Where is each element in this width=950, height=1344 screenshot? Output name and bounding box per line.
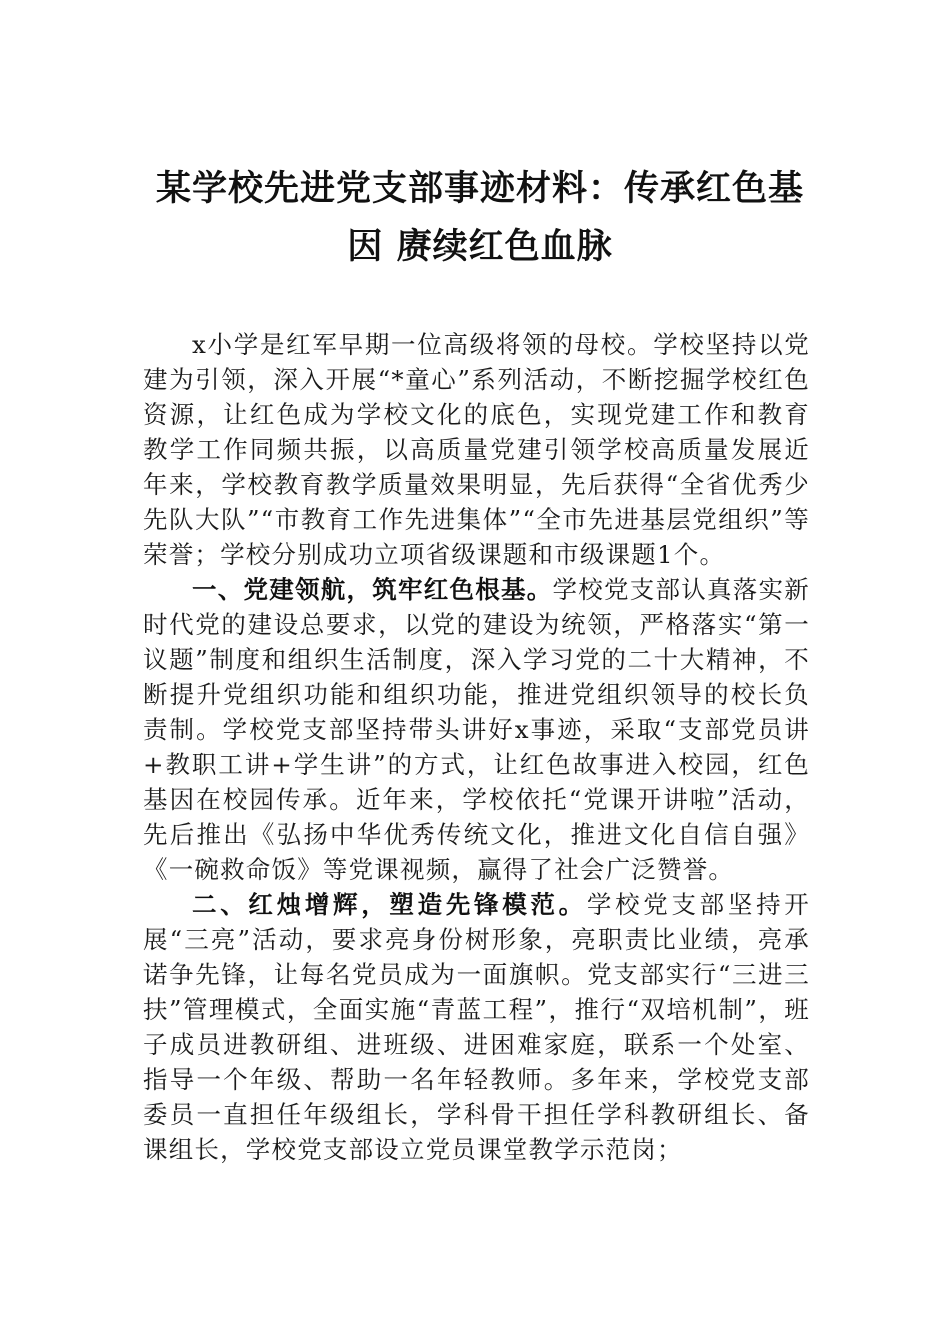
document-body [143,327,810,1167]
document-title: 某学校先进党支部事迹材料：传承红色基因 赓续红色血脉 [155,169,804,267]
paragraph-intro [143,327,810,572]
section-heading: 一、党建领航，筑牢红色根基。 [192,575,553,604]
paragraph-text: x小学是红军早期一位高级将领的母校。学校坚持以党建为引领，深入开展“*童心”系列活动，不断挖掘学校红色资源，让红色成为学校文化的底色，实现党建工作和教育教学工作同频共振，以高质量党建引领学校高质量发展近年来，学校教育教学质量效果明显，先后获得“全省优秀少先队大队”“市教育工作先进集体”“全市先进基层党组织”等荣誉；学校分别成功立项省级课题和市级课题1个。 [143,330,810,569]
paragraph-text: 学校党支部坚持开展“三亮”活动，要求亮身份树形象，亮职责比业绩，亮承诺争先锋，让每名党员成为一面旗帜。党支部实行“三进三扶”管理模式，全面实施“青蓝工程”，推行“双培机制”，班子成员进教研组、进班级、进困难家庭，联系一个处室、指导一个年级、帮助一名年轻教师。多年来，学校党支部委员一直担任年级组长，学科骨干担任学科教研组长、备课组长，学校党支部设立党员课堂教学示范岗； [143,890,810,1164]
section-heading: 二、红烛增辉，塑造先锋模范。 [192,890,587,919]
paragraph-section-2 [143,887,810,1167]
paragraph-text: 学校党支部认真落实新时代党的建设总要求，以党的建设为统领，严格落实“第一议题”制度和组织生活制度，深入学习党的二十大精神，不断提升党组织功能和组织功能，推进党组织领导的校长负责制。学校党支部坚持带头讲好x事迹，采取“支部党员讲+教职工讲+学生讲”的方式，让红色故事进入校园，红色基因在校园传承。近年来，学校依托“党课开讲啦”活动，先后推出《弘扬中华优秀传统文化，推进文化自信自强》《一碗救命饭》等党课视频，赢得了社会广泛赞誉。 [143,575,810,884]
paragraph-section-1 [143,572,810,887]
